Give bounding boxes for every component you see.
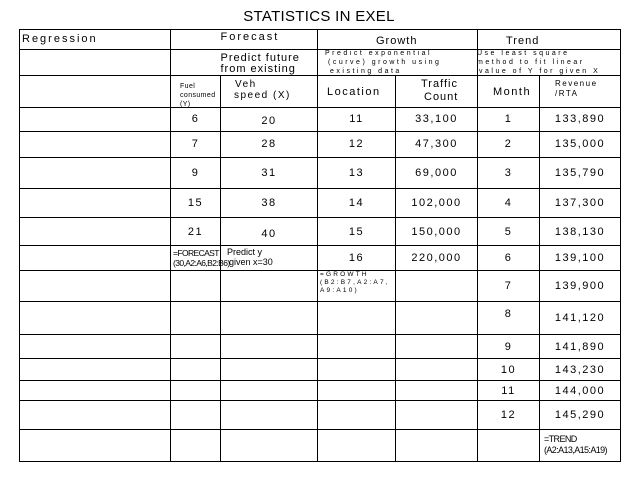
table-row: 9 31 13 69,000 3 135,790 [20,157,621,188]
predict-note-cell [221,246,318,270]
trend-description: Use least square method to fit linear value of Y for given X [477,50,601,76]
location-column-header: Location [318,76,396,107]
table-row: =GROWTH (B2:B7,A2:A7, A9:A10) 7 139,900 [20,270,621,301]
speed-column-header: Veh speed (X) [221,76,318,107]
table-row: 12 145,290 [20,401,621,429]
table-row: 9 141,890 [20,334,621,358]
growth-header: Growth [376,35,418,47]
formula-row: =FORECAST (30,A2:A6,B2:B6) Predict y given x=30 16 220,000 6 139,100 [20,246,621,270]
growth-description-cell [318,50,478,76]
regression-header: Regression [22,33,98,45]
forecast-formula: =FORECAST (30,A2:A6,B2:B6) [173,248,230,269]
forecast-header: Forecast [220,31,280,43]
growth-description: Predict exponential (curve) growth using existing data [325,50,442,76]
growth-header-cell [318,30,478,50]
header-row [20,30,621,50]
table-row: 8 141,120 [20,301,621,334]
table-row: 10 143,230 [20,359,621,381]
table-row: 7 28 12 47,300 2 135,000 [20,131,621,157]
growth-formula: =GROWTH (B2:B7,A2:A7, A9:A10) [320,270,390,294]
forecast-header-cell [221,30,318,50]
page-title: STATISTICS IN EXEL [243,8,395,25]
table-row: 15 38 14 102,000 4 137,300 [20,189,621,218]
trend-header-cell [478,30,621,50]
forecast-description: Predict future from existing [220,52,300,76]
table-row: 6 20 11 33,100 1 133,890 [20,107,621,131]
description-row [20,50,621,76]
trend-description-cell [478,50,621,76]
revenue-column-header: Revenue /RTA [540,76,621,107]
trend-formula-cell [540,429,621,461]
statistics-table [19,29,621,462]
regression-header-cell [20,30,171,50]
fuel-column-header: Fuel consumed (Y) [171,76,221,107]
table-row [20,429,621,461]
column-header-row [20,76,621,107]
trend-header: Trend [506,35,540,47]
predict-note: Predict y given x=30 [227,247,273,268]
forecast-formula-cell [171,246,230,270]
month-column-header: Month [478,76,540,107]
trend-formula: =TREND (A2:A13,A15:A19) [544,433,607,455]
forecast-header-cell-left [171,30,221,50]
table-row: 21 40 15 150,000 5 138,130 [20,218,621,246]
growth-formula-cell [318,270,396,301]
table-row: 11 144,000 [20,381,621,401]
forecast-description-cell [221,50,318,76]
traffic-column-header: Traffic Count [396,76,478,107]
